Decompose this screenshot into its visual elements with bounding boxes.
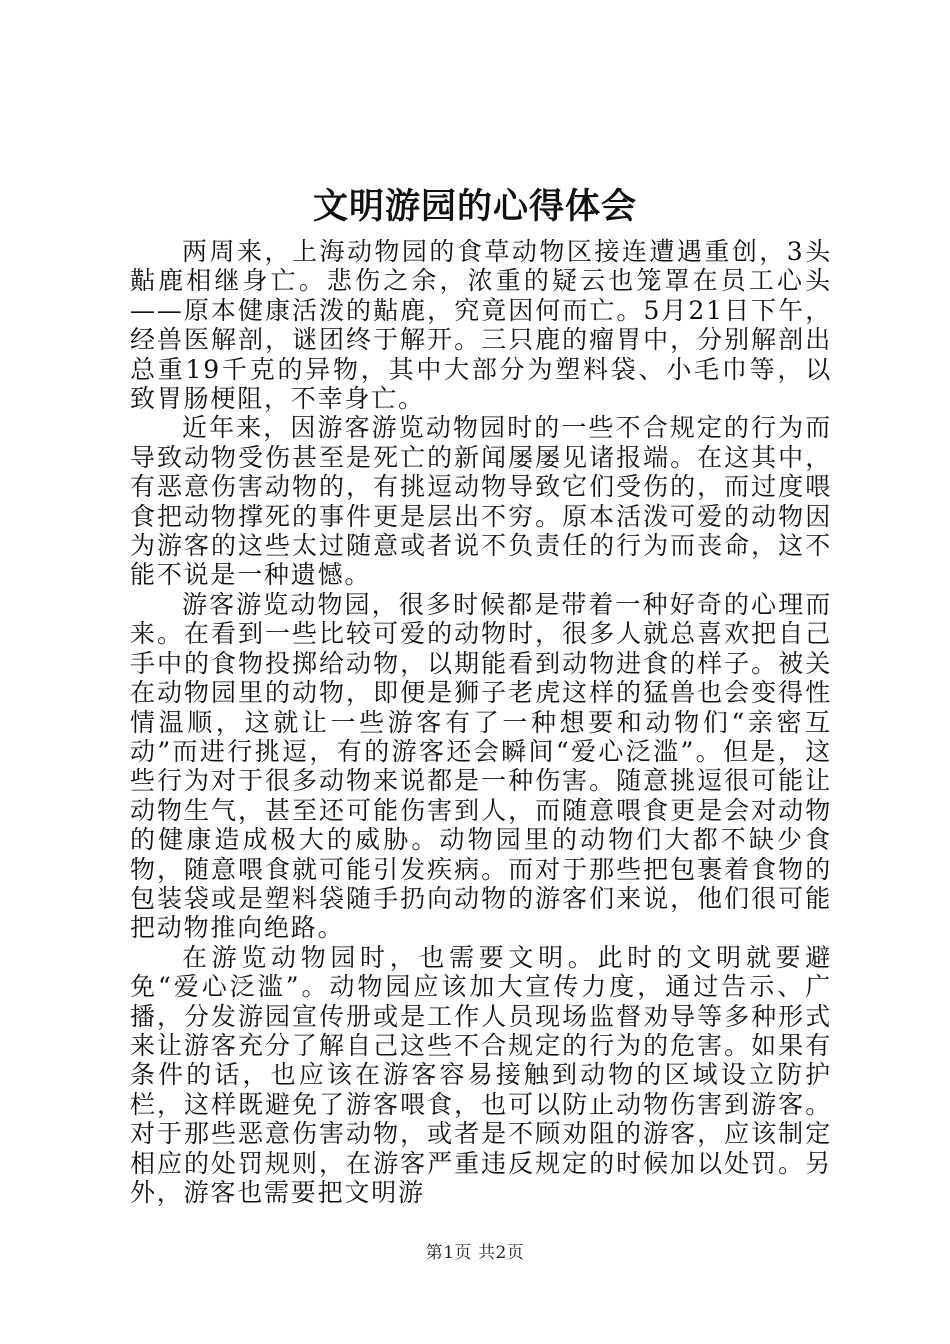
page-footer bbox=[0, 1241, 950, 1265]
paragraph-2: 近年来，因游客游览动物园时的一些不合规定的行为而导致动物受伤甚至是死亡的新闻屡屡见诸报端。在这其中，有恶意伤害动物的，有挑逗动物导致它们受伤的，而过度喂食把动物撑死的事件更是层出不穷。原本活泼可爱的动物因为游客的这些太过随意或者说不负责任的行为而丧命，这不能不说是一种遗憾。 bbox=[130, 413, 832, 590]
paragraph-4: 在游览动物园时，也需要文明。此时的文明就要避免“爱心泛滥”。动物园应该加大宣传力度，通过告示、广播，分发游园宣传册或是工作人员现场监督劝导等多种形式来让游客充分了解自己这些不合规定的行为的危害。如果有条件的话，也应该在游客容易接触到动物的区域设立防护栏，这样既避免了游客喂食，也可以防止动物伤害到游客。对于那些恶意伤害动物，或者是不顾劝阻的游客，应该制定相应的处罚规则，在游客严重违反规定的时候加以处罚。另外，游客也需要把文明游 bbox=[130, 942, 832, 1207]
page-number-indicator: 第1页 共2页 bbox=[425, 1243, 525, 1263]
paragraph-3: 游客游览动物园，很多时候都是带着一种好奇的心理而来。在看到一些比较可爱的动物时，很多人就总喜欢把自己手中的食物投掷给动物，以期能看到动物进食的样子。被关在动物园里的动物，即便是狮子老虎这样的猛兽也会变得性情温顺，这就让一些游客有了一种想要和动物们“亲密互动”而进行挑逗，有的游客还会瞬间“爱心泛滥”。但是，这些行为对于很多动物来说都是一种伤害。随意挑逗很可能让动物生气，甚至还可能伤害到人，而随意喂食更是会对动物的健康造成极大的威胁。动物园里的动物们大都不缺少食物，随意喂食就可能引发疾病。而对于那些把包裹着食物的包装袋或是塑料袋随手扔向动物的游客们来说，他们很可能把动物推向绝路。 bbox=[130, 589, 832, 943]
document-body bbox=[130, 237, 832, 1207]
paragraph-1: 两周来，上海动物园的食草动物区接连遭遇重创，3头黇鹿相继身亡。悲伤之余，浓重的疑云也笼罩在员工心头——原本健康活泼的黇鹿，究竟因何而亡。5月21日下午，经兽医解剖，谜团终于解开。三只鹿的瘤胃中，分别解剖出总重19千克的异物，其中大部分为塑料袋、小毛巾等，以致胃肠梗阻，不幸身亡。 bbox=[130, 237, 832, 414]
document-title: 文明游园的心得体会 bbox=[312, 186, 637, 227]
